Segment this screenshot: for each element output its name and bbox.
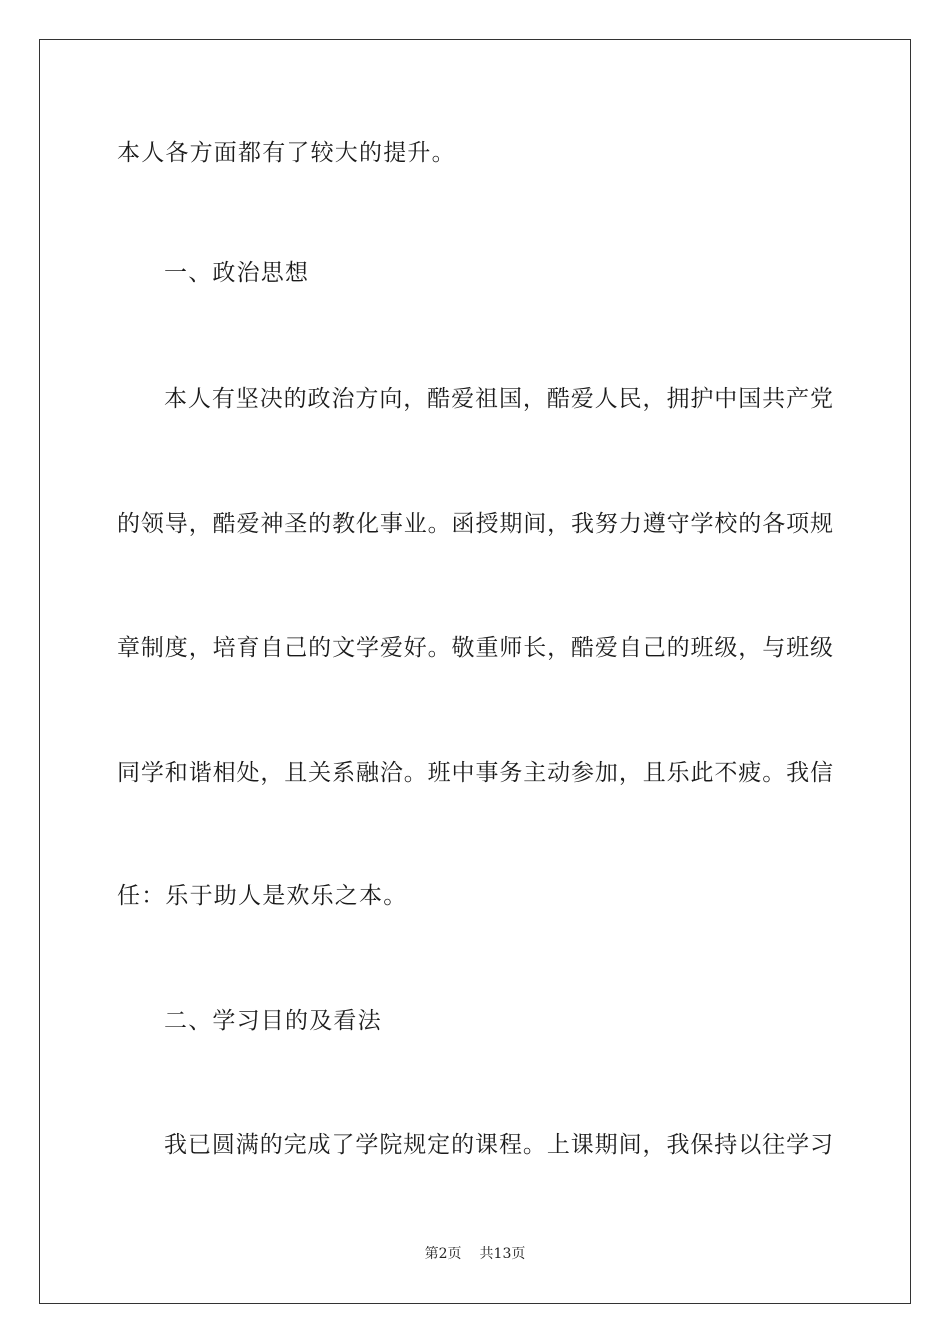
section-heading-politics: 一、政治思想 [164,260,310,286]
page-footer [0,1245,950,1263]
paragraph-line-7: 任：乐于助人是欢乐之本。 [117,883,408,909]
page-number-current: 第2页 [424,1246,462,1262]
page-border [39,39,911,1304]
page-number-total: 共13页 [479,1246,526,1262]
paragraph-line-4: 的领导，酷爱神圣的教化事业。函授期间，我努力遵守学校的各项规 [117,511,833,537]
section-heading-study: 二、学习目的及看法 [164,1008,382,1034]
paragraph-line-3: 本人有坚决的政治方向，酷爱祖国，酷爱人民，拥护中国共产党 [164,386,833,412]
paragraph-line-9: 我已圆满的完成了学院规定的课程。上课期间，我保持以往学习 [164,1132,833,1158]
paragraph-line-6: 同学和谐相处，且关系融洽。班中事务主动参加，且乐此不疲。我信 [117,760,833,786]
paragraph-line-5: 章制度，培育自己的文学爱好。敬重师长，酷爱自己的班级，与班级 [117,635,833,661]
paragraph-line-1: 本人各方面都有了较大的提升。 [117,140,456,166]
